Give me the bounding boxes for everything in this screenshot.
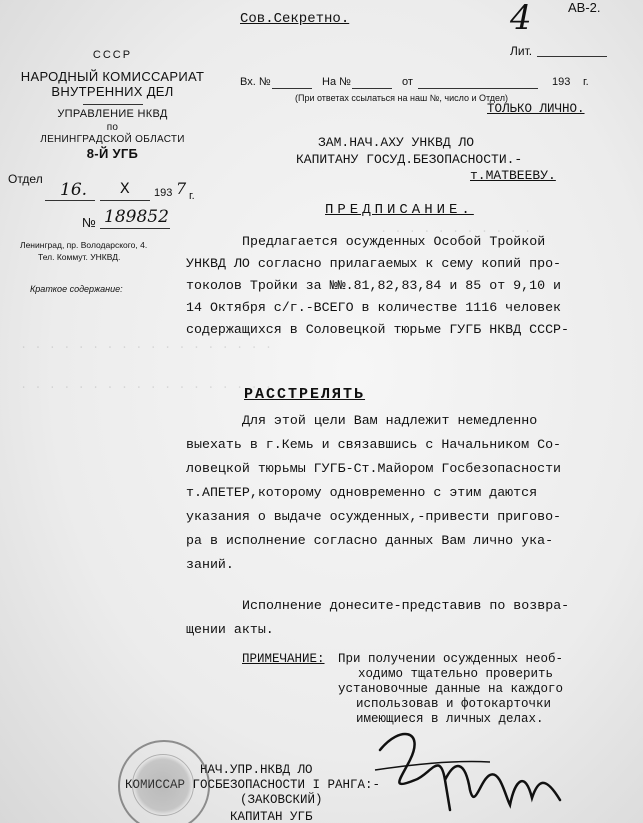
sheet-underline — [537, 56, 607, 57]
stamp-emblem — [132, 754, 194, 816]
signature-line3: (ЗАКОВСКИЙ) — [240, 793, 323, 807]
sheet-label: Лит. — [510, 44, 533, 58]
sender-department-line3: ЛЕНИНГРАДСКОЙ ОБЛАСТИ — [40, 134, 185, 145]
paragraph-1-line: 14 Октября с/г.-ВСЕГО в количестве 1116 человек — [186, 300, 562, 315]
bleed-through-text: . . . . . . . . . . . — [380, 222, 532, 236]
handwritten-page-number: 4 — [510, 0, 532, 38]
summary-label: Краткое содержание: — [30, 284, 123, 294]
paragraph-2-line: т.АПЕТЕР,которому одновременно с этим даются — [186, 485, 538, 500]
date-month-line — [100, 200, 150, 201]
bleed-through-text: . . . . . . . . . . . . . . . . . . — [20, 378, 273, 392]
document-number-value: 189852 — [104, 207, 169, 227]
document-number-line — [100, 228, 170, 229]
paragraph-1-line: токолов Тройки за №№.81,82,83,84 и 85 от 9,10 и — [186, 278, 562, 293]
paragraph-1-line: содержащихся в Соловецкой тюрьме ГУГБ НКВД СССР- — [186, 322, 570, 337]
addressee-line3: т.МАТВЕЕВУ. — [470, 168, 556, 183]
sender-ministry-line2: ВНУТРЕННИХ ДЕЛ — [51, 84, 174, 99]
year-label: 193 — [552, 76, 571, 88]
paragraph-2-line: Для этой цели Вам надлежит немедленно — [242, 413, 538, 428]
date-year-prefix: 193 — [154, 187, 173, 199]
paragraph-2-line: ра в исполнение согласно данных Вам лично ука- — [186, 533, 554, 548]
paragraph-2-line: заний. — [186, 557, 234, 572]
paragraph-2-line: ловецкой тюрьмы ГУГБ-Ст.Майором Госбезопасности — [186, 461, 562, 476]
verdict-word: РАССТРЕЛЯТЬ — [244, 386, 366, 403]
document-number-prefix: № — [82, 215, 96, 230]
document-title: ПРЕДПИСАНИЕ. — [325, 202, 474, 218]
note-line: использовав и фотокарточки — [356, 697, 552, 711]
paragraph-1-line: УНКВД ЛО согласно прилагаемых к сему копий про- — [186, 256, 562, 271]
date-month: X — [120, 180, 130, 198]
sender-country: СССР — [92, 49, 133, 61]
year-suffix: г. — [583, 76, 589, 88]
paragraph-3-line: щении акты. — [186, 622, 274, 637]
paragraph-2-line: выехать в г.Кемь и связавшись с Начальником Со- — [186, 437, 562, 452]
reference-number-label: На № — [322, 76, 351, 88]
sender-address-line1: Ленинград, пр. Володарского, 4. — [20, 240, 148, 250]
paragraph-3-line: Исполнение донесите-представив по возвра- — [242, 598, 570, 613]
form-code: АВ-2. — [568, 0, 601, 15]
sender-divider — [83, 104, 143, 105]
classification-mark: Сов.Секретно. — [240, 11, 350, 27]
sender-ministry-line1: НАРОДНЫЙ КОМИССАРИАТ — [20, 69, 205, 84]
note-line: установочные данные на каждого — [338, 682, 564, 696]
reference-number-line — [352, 88, 392, 89]
incoming-number-label: Вх. № — [240, 76, 271, 88]
note-line: ходимо тщательно проверить — [358, 667, 554, 681]
sender-address-line2: Тел. Коммут. УНКВД. — [38, 252, 121, 262]
paragraph-1-line: Предлагается осужденных Особой Тройкой — [242, 234, 546, 249]
sender-department-line2: по — [106, 122, 119, 133]
signature-line1: НАЧ.УПР.НКВД ЛО — [200, 763, 313, 777]
date-label: Отдел — [8, 172, 43, 186]
signature-line4: КАПИТАН УГБ — [230, 810, 313, 823]
addressee-line1: ЗАМ.НАЧ.АХУ УНКВД ЛО — [318, 135, 475, 150]
signature-line2: КОМИССАР ГОСБЕЗОПАСНОСТИ I РАНГА:- — [125, 778, 381, 792]
paragraph-2-line: указания о выдаче осужденных,-привести пригово- — [186, 509, 562, 524]
sender-block — [0, 40, 225, 161]
date-year-digit: 7 — [176, 179, 187, 198]
date-suffix: г. — [189, 190, 195, 202]
bleed-through-text: . . . . . . . . . . . . . . . . . . — [20, 338, 273, 352]
note-label: ПРИМЕЧАНИЕ: — [242, 652, 325, 666]
from-label: от — [402, 76, 413, 88]
sender-department-line1: УПРАВЛЕНИЕ НКВД — [57, 108, 168, 120]
incoming-number-line — [272, 88, 312, 89]
addressee-line2: КАПИТАНУ ГОСУД.БЕЗОПАСНОСТИ.- — [296, 152, 523, 167]
note-line: имеющиеся в личных делах. — [356, 712, 544, 726]
reference-note: (При ответах ссылаться на наш №, число и Отдел) — [295, 93, 509, 103]
from-date-line — [418, 88, 538, 89]
date-day-line — [45, 200, 95, 201]
date-day: 16. — [60, 180, 88, 200]
note-line: При получении осужденных необ- — [338, 652, 564, 666]
official-stamp — [118, 740, 210, 823]
handwritten-signature — [370, 720, 570, 820]
personal-only-mark: ТОЛЬКО ЛИЧНО. — [487, 102, 585, 116]
sender-section: 8-Й УГБ — [86, 146, 139, 161]
